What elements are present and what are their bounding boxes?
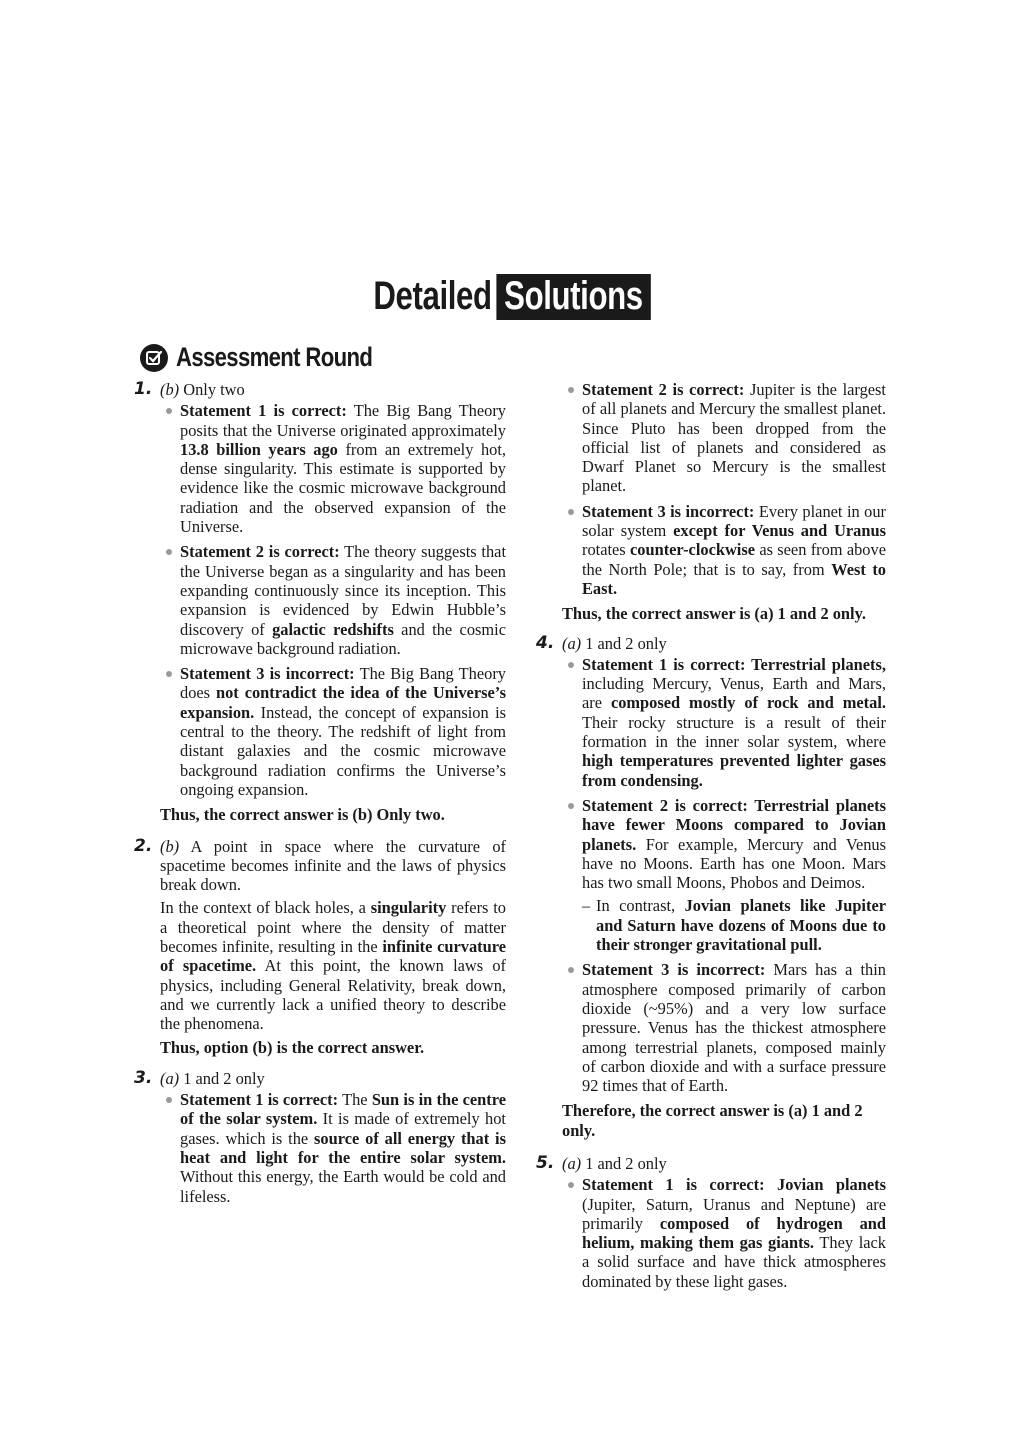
section-title: Assessment Round — [176, 342, 373, 372]
statement-list — [562, 655, 886, 1096]
statement-item: Statement 2 is correct: The theory suggests that the Universe began as a singularity and has been expanding continuously since its inception. This expansion is evidenced by Edwin Hubble’s discovery of galactic redshifts and the cosmic microwave background radiation. — [180, 542, 506, 658]
conclusion: Therefore, the correct answer is (a) 1 and 2 only. — [562, 1101, 863, 1140]
statement-item: Statement 1 is correct: The Big Bang Theory posits that the Universe originated approximately 13.8 billion years ago from an extremely hot, dense singularity. This estimate is supported by evidence like the cosmic microwave background radiation and the observed expansion of the Universe. — [180, 401, 507, 537]
statement-item: Statement 1 is correct: The Sun is in the centre of the solar system. It is made of extremely hot gases. which is the source of all energy that is heat and light for the entire solar system. Without this energy, the Earth would be cold and lifeless. — [180, 1090, 506, 1206]
answer-line: (a) 1 and 2 only — [562, 633, 667, 653]
conclusion: Thus, the correct answer is (a) 1 and 2 only. — [562, 604, 866, 624]
question-number: 4. — [536, 632, 555, 653]
question-number: 1. — [134, 379, 153, 399]
left-column — [134, 379, 507, 1214]
sub-list — [582, 896, 886, 954]
statement-item: Statement 3 is incorrect: Mars has a thin atmosphere composed primarily of carbon dioxide (~95%) and a very low surface pressure. Venus has the thickest atmosphere among terrestrial planets, composed mainly of carbon dioxide and with a surface pressure 92 times that of Earth. — [582, 960, 886, 1096]
answer-line: (b) Only two — [160, 380, 245, 399]
statement-item: Statement 2 is correct: Terrestrial planets have fewer Moons compared to Jovian planets. For example, Mercury and Venus have no Moons. Earth has one Moon. Mars has two small Moons, Phobos and Deimos. – In contrast, Jovian planets like Jupiter and Saturn have dozens of Moons due to their stronger gravitational pull. — [582, 796, 886, 954]
question-number: 2. — [134, 835, 153, 856]
explanation: In the context of black holes, a singularity refers to a theoretical point where the density of matter becomes infinite, resulting in the infinite curvature of spacetime. At this point, the known laws of physics, including General Relativity, break down, and we currently lack a unified theory to describe the phenomena. — [160, 898, 507, 1034]
question-5 — [536, 1152, 886, 1291]
statement-list — [562, 380, 886, 598]
section-heading — [140, 342, 415, 373]
question-number: 5. — [536, 1152, 555, 1173]
conclusion: Thus, the correct answer is (b) Only two. — [160, 805, 445, 825]
checkbox-icon — [140, 344, 168, 372]
page-title-highlight: Solutions — [496, 274, 650, 320]
sub-item: – In contrast, Jovian planets like Jupiter and Saturn have dozens of Moons due to their stronger gravitational pull. — [596, 896, 886, 954]
statement-list — [160, 401, 506, 799]
statement-item: Statement 2 is correct: Jupiter is the largest of all planets and Mercury the smallest planet. Since Pluto has been dropped from the official list of planets and considered as Dwarf Planet so Mercury is the smallest planet. — [582, 380, 886, 496]
right-column — [536, 380, 886, 1299]
question-3 — [134, 1067, 506, 1206]
page-title — [113, 274, 912, 319]
question-4 — [536, 632, 886, 1140]
question-2 — [134, 835, 507, 1057]
statement-list — [562, 1175, 886, 1291]
question-number: 3. — [134, 1067, 153, 1088]
page-title-part1: Detailed — [373, 274, 492, 318]
answer-line: (a) 1 and 2 only — [160, 1068, 265, 1088]
statement-list — [160, 1090, 506, 1206]
answer-line: (a) 1 and 2 only — [562, 1153, 667, 1173]
statement-item: Statement 1 is correct: Jovian planets (Jupiter, Saturn, Uranus and Neptune) are primarily composed of hydrogen and helium, making them gas giants. They lack a solid surface and have thick atmospheres dominated by these light gases. — [582, 1175, 886, 1291]
answer-line: (b) A point in space where the curvature of spacetime becomes infinite and the laws of physics break down. — [160, 836, 506, 895]
conclusion: Thus, option (b) is the correct answer. — [160, 1037, 425, 1057]
statement-item: Statement 1 is correct: Terrestrial planets, including Mercury, Venus, Earth and Mars, are composed mostly of rock and metal. Their rocky structure is a result of their formation in the inner solar system, where high temperatures prevented lighter gases from condensing. — [582, 654, 886, 790]
question-1 — [134, 379, 507, 825]
statement-item: Statement 3 is incorrect: Every planet in our solar system except for Venus and Uranus rotates counter-clockwise as seen from above the North Pole; that is to say, from West to East. — [582, 501, 886, 598]
statement-item: Statement 3 is incorrect: The Big Bang Theory does not contradict the idea of the Universe’s expansion. Instead, the concept of expansion is central to the theory. The redshift of light from distant galaxies and the cosmic microwave background radiation confirms the Universe’s ongoing expansion. — [180, 664, 506, 799]
